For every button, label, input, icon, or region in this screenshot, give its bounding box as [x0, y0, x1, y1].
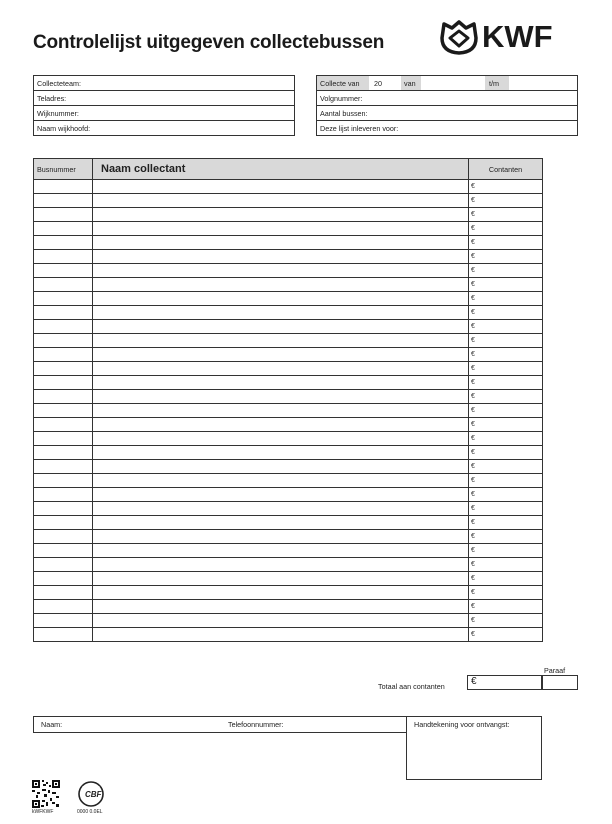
naam-cell[interactable] [93, 390, 469, 404]
contanten-cell[interactable]: € [469, 222, 543, 236]
busnummer-cell[interactable] [34, 194, 93, 208]
naam-cell[interactable] [93, 474, 469, 488]
contanten-cell[interactable]: € [469, 292, 543, 306]
busnummer-cell[interactable] [34, 488, 93, 502]
wijkhoofd-label: Naam wijkhoofd: [37, 124, 91, 133]
naam-cell[interactable] [93, 544, 469, 558]
kwf-logo [440, 18, 580, 58]
naam-cell[interactable] [93, 250, 469, 264]
wijknummer-label: Wijknummer: [37, 109, 79, 118]
table-row [34, 348, 543, 362]
table-row [34, 292, 543, 306]
table-row [34, 600, 543, 614]
contanten-cell[interactable]: € [469, 236, 543, 250]
contanten-cell[interactable]: € [469, 460, 543, 474]
paraaf-box[interactable] [542, 675, 578, 690]
table-row [34, 236, 543, 250]
table-row [34, 376, 543, 390]
naam-cell[interactable] [93, 376, 469, 390]
contanten-cell[interactable]: € [469, 348, 543, 362]
teladres-field[interactable] [34, 91, 294, 106]
contanten-cell[interactable]: € [469, 600, 543, 614]
collectant-table [33, 158, 543, 642]
busnummer-cell[interactable] [34, 320, 93, 334]
busnummer-cell[interactable] [34, 418, 93, 432]
contanten-cell[interactable]: € [469, 474, 543, 488]
euro-icon: € [471, 676, 477, 687]
divider [33, 732, 407, 733]
busnummer-cell[interactable] [34, 586, 93, 600]
naam-cell[interactable] [93, 236, 469, 250]
naam-cell[interactable] [93, 516, 469, 530]
table-row [34, 558, 543, 572]
busnummer-cell[interactable] [34, 558, 93, 572]
volgnummer-field[interactable] [317, 91, 577, 106]
busnummer-cell[interactable] [34, 306, 93, 320]
inleveren-field[interactable] [317, 121, 577, 136]
table-row [34, 474, 543, 488]
busnummer-cell[interactable] [34, 250, 93, 264]
naam-cell[interactable] [93, 614, 469, 628]
naam-label: Naam: [41, 720, 63, 729]
busnummer-cell[interactable] [34, 278, 93, 292]
busnummer-cell[interactable] [34, 236, 93, 250]
total-box[interactable] [467, 675, 542, 690]
busnummer-cell[interactable] [34, 348, 93, 362]
table-row [34, 320, 543, 334]
contanten-cell[interactable]: € [469, 446, 543, 460]
year-prefix: 20 [374, 79, 382, 88]
teladres-label: Teladres: [37, 94, 67, 103]
busnummer-cell[interactable] [34, 432, 93, 446]
contanten-cell[interactable]: € [469, 320, 543, 334]
busnummer-cell[interactable] [34, 292, 93, 306]
date-from-input[interactable] [421, 76, 485, 90]
naam-cell[interactable] [93, 628, 469, 642]
aantal-bussen-field[interactable] [317, 106, 577, 121]
busnummer-cell[interactable] [34, 516, 93, 530]
naam-cell[interactable] [93, 432, 469, 446]
naam-collectant-header: Naam collectant [93, 159, 469, 180]
naam-cell[interactable] [93, 530, 469, 544]
date-to-input[interactable] [509, 76, 577, 90]
naam-cell[interactable] [93, 446, 469, 460]
team-info-box [33, 75, 295, 136]
table-row [34, 334, 543, 348]
naam-cell[interactable] [93, 362, 469, 376]
busnummer-header: Busnummer [34, 159, 93, 180]
busnummer-cell[interactable] [34, 502, 93, 516]
cbf-caption: 0000 0.0EL [77, 809, 103, 815]
paraaf-label: Paraaf [544, 666, 566, 675]
cbf-seal-icon [77, 780, 105, 808]
contanten-cell[interactable]: € [469, 516, 543, 530]
year-input[interactable] [389, 76, 401, 90]
naam-cell[interactable] [93, 278, 469, 292]
handtekening-label: Handtekening voor ontvangst: [414, 720, 510, 729]
contanten-cell[interactable]: € [469, 418, 543, 432]
table-row [34, 628, 543, 642]
naam-cell[interactable] [93, 460, 469, 474]
tm-label: t/m [485, 76, 509, 90]
table-row [34, 250, 543, 264]
contanten-cell[interactable]: € [469, 208, 543, 222]
table-row [34, 208, 543, 222]
cbf-text: CBF [85, 790, 102, 799]
contanten-cell[interactable]: € [469, 530, 543, 544]
busnummer-cell[interactable] [34, 460, 93, 474]
table-body [34, 180, 543, 642]
naam-cell[interactable] [93, 194, 469, 208]
table-header-row [34, 159, 543, 180]
contanten-cell[interactable]: € [469, 362, 543, 376]
contanten-cell[interactable]: € [469, 250, 543, 264]
contanten-cell[interactable]: € [469, 306, 543, 320]
contanten-cell[interactable]: € [469, 432, 543, 446]
table-row [34, 278, 543, 292]
aantal-bussen-label: Aantal bussen: [320, 109, 368, 118]
table-row [34, 180, 543, 194]
table-row [34, 264, 543, 278]
contanten-cell[interactable]: € [469, 334, 543, 348]
contanten-cell[interactable]: € [469, 614, 543, 628]
contanten-cell[interactable]: € [469, 278, 543, 292]
qr-caption: kWFKWF [32, 809, 54, 815]
table-row [34, 572, 543, 586]
table-row [34, 222, 543, 236]
busnummer-cell[interactable] [34, 208, 93, 222]
busnummer-cell[interactable] [34, 334, 93, 348]
naam-cell[interactable] [93, 418, 469, 432]
volgnummer-label: Volgnummer: [320, 94, 363, 103]
contanten-cell[interactable]: € [469, 572, 543, 586]
busnummer-cell[interactable] [34, 390, 93, 404]
busnummer-cell[interactable] [34, 404, 93, 418]
contanten-cell[interactable]: € [469, 628, 543, 642]
page-title: Controlelijst uitgegeven collectebussen [33, 32, 385, 53]
busnummer-cell[interactable] [34, 614, 93, 628]
contanten-cell[interactable]: € [469, 544, 543, 558]
table-row [34, 460, 543, 474]
kwf-emblem-icon [440, 20, 478, 56]
table-row [34, 446, 543, 460]
receiver-info-box [33, 716, 407, 733]
table-row [34, 432, 543, 446]
naam-cell[interactable] [93, 502, 469, 516]
contanten-cell[interactable]: € [469, 502, 543, 516]
busnummer-cell[interactable] [34, 446, 93, 460]
contanten-cell[interactable]: € [469, 586, 543, 600]
naam-cell[interactable] [93, 404, 469, 418]
naam-cell[interactable] [93, 334, 469, 348]
table-row [34, 418, 543, 432]
naam-cell[interactable] [93, 292, 469, 306]
busnummer-cell[interactable] [34, 362, 93, 376]
contanten-cell[interactable]: € [469, 390, 543, 404]
busnummer-cell[interactable] [34, 530, 93, 544]
contanten-cell[interactable]: € [469, 264, 543, 278]
contanten-cell[interactable]: € [469, 194, 543, 208]
table-row [34, 194, 543, 208]
contanten-cell[interactable]: € [469, 376, 543, 390]
table-row [34, 404, 543, 418]
naam-cell[interactable] [93, 180, 469, 194]
table-row [34, 516, 543, 530]
naam-cell[interactable] [93, 320, 469, 334]
naam-cell[interactable] [93, 264, 469, 278]
table-row [34, 390, 543, 404]
naam-cell[interactable] [93, 600, 469, 614]
busnummer-cell[interactable] [34, 600, 93, 614]
busnummer-cell[interactable] [34, 474, 93, 488]
table-row [34, 614, 543, 628]
collecte-van-label: Collecte van [317, 76, 369, 90]
table-row [34, 306, 543, 320]
qr-code-icon [32, 780, 60, 808]
wijkhoofd-field[interactable] [34, 121, 294, 136]
naam-cell[interactable] [93, 558, 469, 572]
contanten-cell[interactable]: € [469, 404, 543, 418]
contanten-cell[interactable]: € [469, 558, 543, 572]
naam-cell[interactable] [93, 488, 469, 502]
inleveren-label: Deze lijst inleveren voor: [320, 124, 399, 133]
table-row [34, 530, 543, 544]
naam-cell[interactable] [93, 208, 469, 222]
collecte-info-box [316, 75, 578, 136]
logo-text: KWF [482, 19, 553, 54]
collecteteam-field[interactable] [34, 76, 294, 91]
busnummer-cell[interactable] [34, 180, 93, 194]
busnummer-cell[interactable] [34, 264, 93, 278]
naam-cell[interactable] [93, 348, 469, 362]
contanten-header: Contanten [469, 159, 543, 180]
total-label: Totaal aan contanten [378, 682, 445, 691]
busnummer-cell[interactable] [34, 628, 93, 642]
naam-cell[interactable] [93, 222, 469, 236]
naam-cell[interactable] [93, 306, 469, 320]
naam-cell[interactable] [93, 572, 469, 586]
signature-box[interactable] [406, 716, 542, 780]
collecteteam-label: Collecteteam: [37, 79, 81, 88]
busnummer-cell[interactable] [34, 376, 93, 390]
busnummer-cell[interactable] [34, 222, 93, 236]
collecte-period-row [317, 76, 577, 91]
contanten-cell[interactable]: € [469, 180, 543, 194]
wijknummer-field[interactable] [34, 106, 294, 121]
table-row [34, 586, 543, 600]
busnummer-cell[interactable] [34, 544, 93, 558]
contanten-cell[interactable]: € [469, 488, 543, 502]
table-row [34, 544, 543, 558]
van-label: van [401, 76, 421, 90]
telefoon-label: Telefoonnummer: [228, 720, 284, 729]
busnummer-cell[interactable] [34, 572, 93, 586]
naam-cell[interactable] [93, 586, 469, 600]
table-row [34, 362, 543, 376]
table-row [34, 502, 543, 516]
table-row [34, 488, 543, 502]
